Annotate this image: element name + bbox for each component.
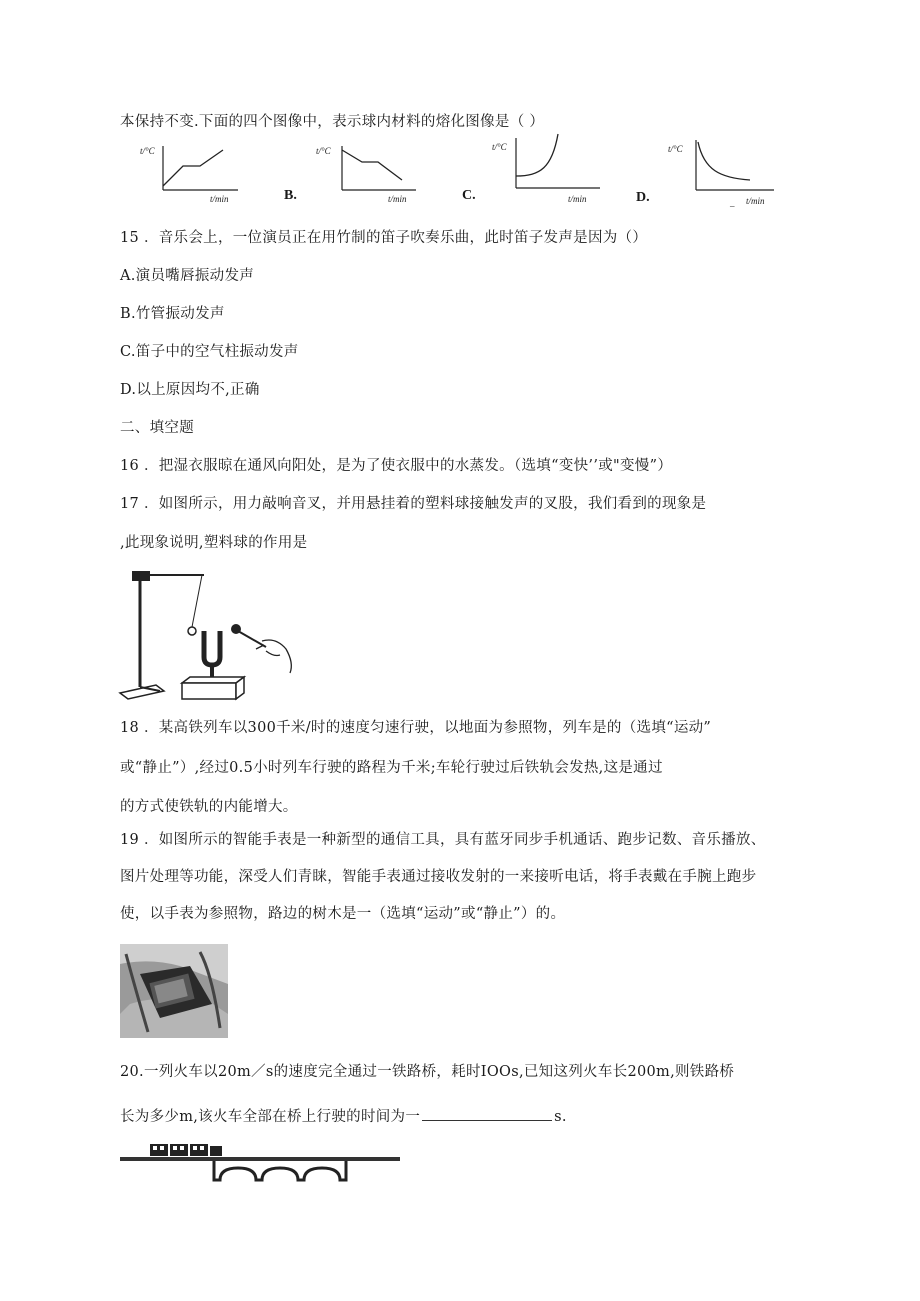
q19-line3: 使，以手表为参照物，路边的树木是一（选填“运动”或“静止”）的。 <box>120 906 566 922</box>
q15-option-b: B.竹管振动发声 <box>120 306 225 322</box>
q18-line3: 的方式使铁轨的内能增大。 <box>120 799 298 815</box>
q19-line2: 图片处理等功能，深受人们青睐，智能手表通过接收发射的一来接听电话，将手表戴在手腕上跑步 <box>120 869 757 885</box>
tuning-fork-figure <box>116 565 301 705</box>
graph-c-ylabel: t/°C <box>492 142 507 152</box>
q18-line1: 18 ．某高铁列车以300千米/时的速度匀速行驶，以地面为参照物，列车是的（选填“运动” <box>120 720 712 736</box>
q15-stem: 15 ．音乐会上，一位演员正在用竹制的笛子吹奏乐曲，此时笛子发声是因为（） <box>120 230 648 246</box>
q20-line2-unit: s. <box>554 1109 567 1125</box>
option-b-label: B. <box>284 188 297 203</box>
q20-line2-text: 长为多少m,该火车全部在桥上行驶的时间为一 <box>120 1109 421 1125</box>
q15-option-c: C.笛子中的空气柱振动发声 <box>120 344 299 360</box>
smartwatch-photo <box>120 944 228 1038</box>
q14-stem: 本保持不变.下面的四个图像中，表示球内材料的熔化图像是（ ） <box>120 114 545 130</box>
graph-c-xlabel: t/min <box>568 194 587 204</box>
option-c-label: C. <box>462 188 476 203</box>
q20-line1: 20.一列火车以20m／s的速度完全通过一铁路桥，耗时IOOs,已知这列火车长200m,则铁路桥 <box>120 1064 735 1080</box>
q19-line1: 19 ．如图所示的智能手表是一种新型的通信工具，具有蓝牙同步手机通话、跑步记数、音乐播放、 <box>120 832 766 848</box>
q16-text: 16 ．把湿衣服晾在通风向阳处，是为了使衣服中的水蒸发。（选填“变快’’或"变慢”） <box>120 458 673 474</box>
q20-line2 <box>120 1106 567 1127</box>
graph-b-falling-flat-falling <box>312 138 422 208</box>
q17-line1: 17 ．如图所示，用力敲响音叉，并用悬挂着的塑料球接触发声的叉股，我们看到的现象是 <box>120 496 707 512</box>
graph-a-rising-flat-rising <box>138 138 248 208</box>
q15-option-d: D.以上原因均不,正确 <box>120 382 260 398</box>
q18-line2: 或“静止”）,经过0.5小时列车行驶的路程为千米;车轮行驶过后铁轨会发热,这是通过 <box>120 760 663 776</box>
graph-b-xlabel: t/min <box>388 194 407 204</box>
graph-c-rising-curve <box>490 132 605 208</box>
section-title: 二、填空题 <box>120 420 194 436</box>
graph-a-ylabel: t/°C <box>140 146 155 156</box>
graph-d-ylabel: t/°C <box>668 144 683 154</box>
q20-answer-blank <box>422 1106 552 1121</box>
graph-d-falling-curve <box>664 134 779 208</box>
graph-d-xlabel: t/min <box>746 196 765 206</box>
graph-b-ylabel: t/°C <box>316 146 331 156</box>
graph-a-xlabel: t/min <box>210 194 229 204</box>
train-bridge-figure <box>120 1140 402 1182</box>
q17-line2: ,此现象说明,塑料球的作用是 <box>120 535 308 551</box>
option-d-label: D. <box>636 190 650 205</box>
q15-option-a: A.演员嘴唇振动发声 <box>120 268 255 284</box>
stray-mark: _ <box>730 198 735 208</box>
